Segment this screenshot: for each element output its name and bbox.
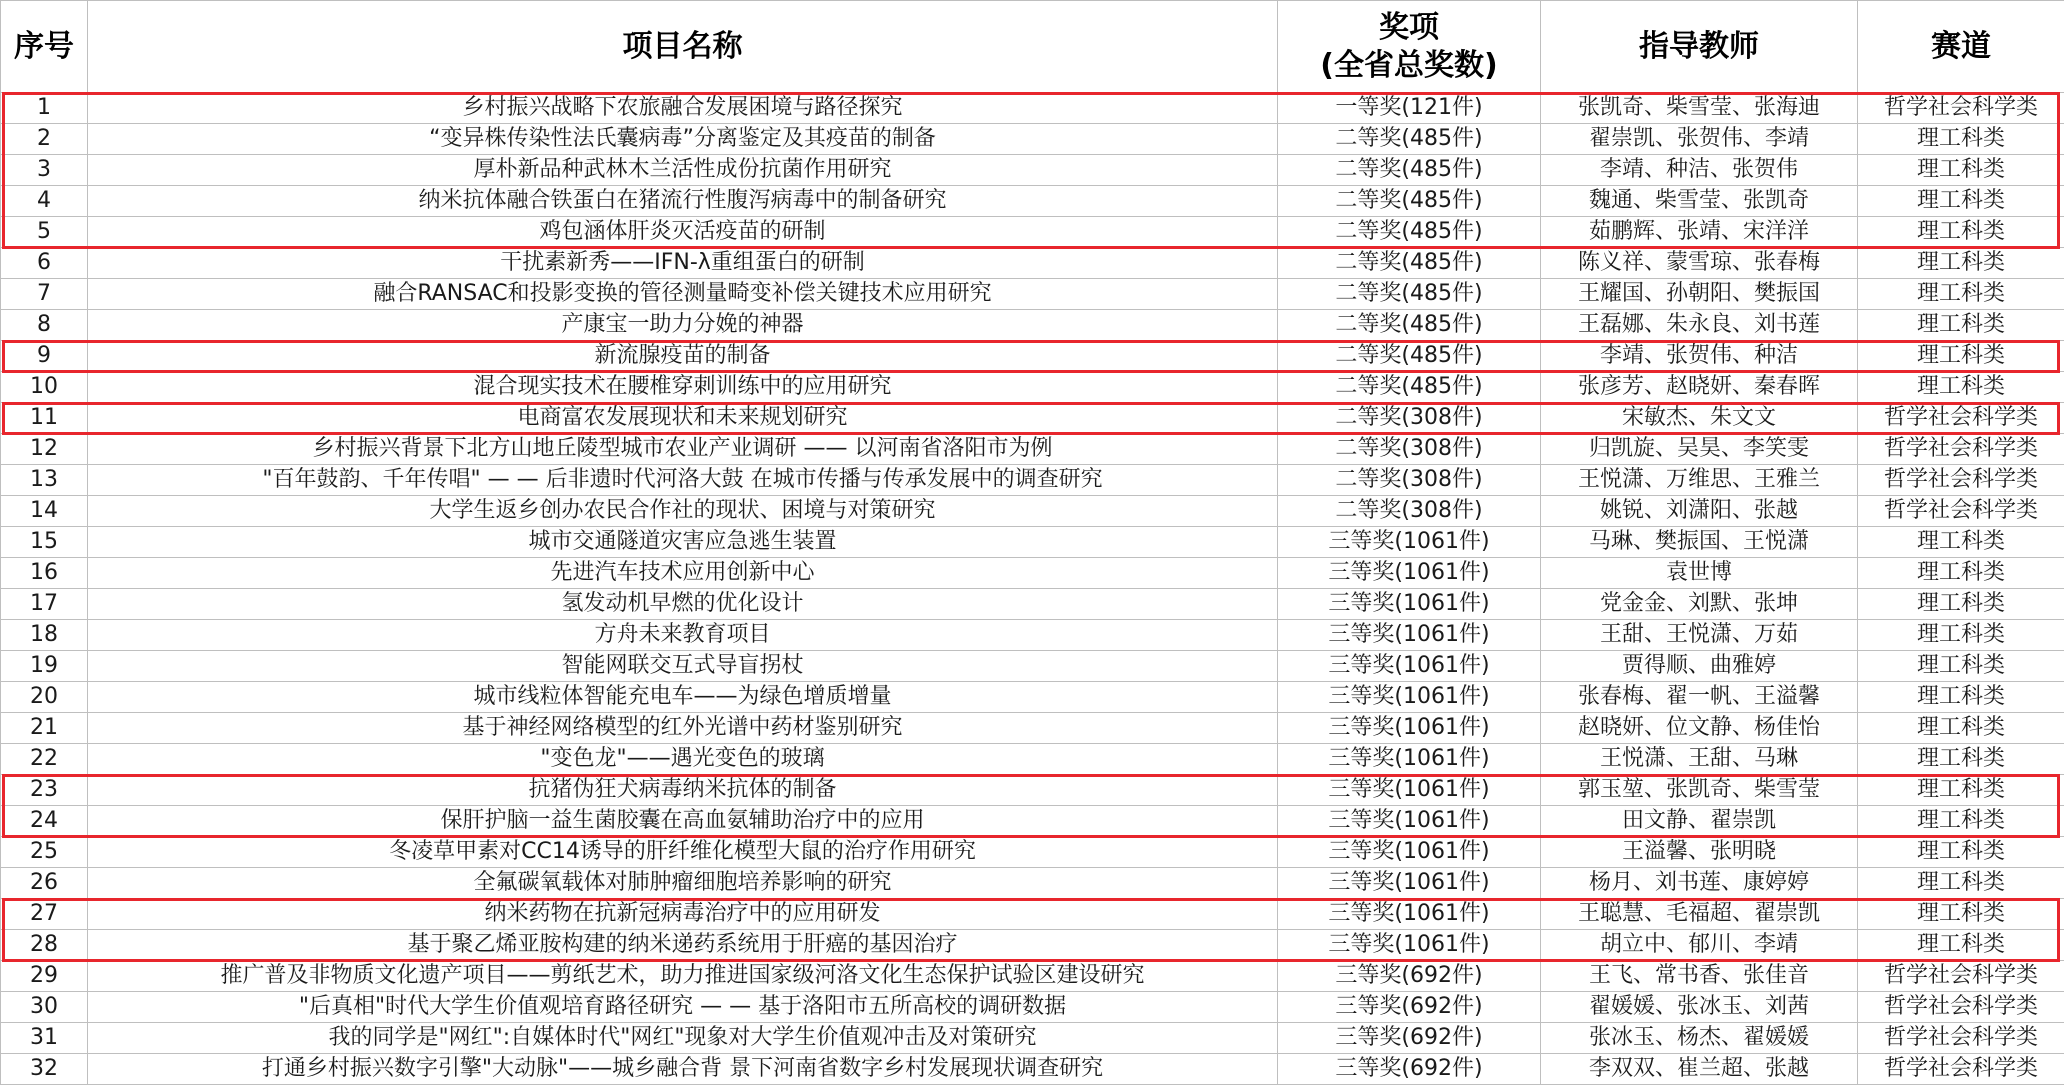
cell-project-name[interactable]: 厚朴新品种武林木兰活性成份抗菌作用研究 [88, 155, 1278, 186]
cell-index[interactable]: 7 [1, 279, 88, 310]
cell-index[interactable]: 26 [1, 868, 88, 899]
table-row[interactable] [1, 124, 2064, 155]
cell-teachers[interactable]: 王溢馨、张明晓 [1541, 837, 1858, 868]
header-index: 序号 [1, 1, 88, 93]
cell-track[interactable]: 理工科类 [1858, 186, 2064, 217]
cell-teachers[interactable]: 赵晓妍、位文静、杨佳怡 [1541, 713, 1858, 744]
table-row[interactable] [1, 186, 2064, 217]
cell-award[interactable]: 三等奖(1061件) [1278, 744, 1541, 775]
cell-track[interactable]: 哲学社会科学类 [1858, 465, 2064, 496]
table-row[interactable] [1, 961, 2064, 992]
table-row[interactable] [1, 589, 2064, 620]
cell-award[interactable]: 二等奖(308件) [1278, 496, 1541, 527]
cell-index[interactable]: 32 [1, 1054, 88, 1085]
cell-project-name[interactable]: 乡村振兴背景下北方山地丘陵型城市农业产业调研 —— 以河南省洛阳市为例 [88, 434, 1278, 465]
cell-project-name[interactable]: 智能网联交互式导盲拐杖 [88, 651, 1278, 682]
cell-teachers[interactable]: 贾得顺、曲雅婷 [1541, 651, 1858, 682]
cell-index[interactable]: 3 [1, 155, 88, 186]
cell-track[interactable]: 理工科类 [1858, 620, 2064, 651]
table-row[interactable] [1, 155, 2064, 186]
cell-award[interactable]: 三等奖(1061件) [1278, 620, 1541, 651]
cell-index[interactable]: 29 [1, 961, 88, 992]
cell-track[interactable]: 理工科类 [1858, 124, 2064, 155]
cell-track[interactable]: 理工科类 [1858, 341, 2064, 372]
table-row[interactable] [1, 372, 2064, 403]
cell-track[interactable]: 理工科类 [1858, 868, 2064, 899]
cell-award[interactable]: 三等奖(692件) [1278, 1023, 1541, 1054]
cell-track[interactable]: 理工科类 [1858, 310, 2064, 341]
cell-index[interactable]: 12 [1, 434, 88, 465]
cell-teachers[interactable]: 姚锐、刘潇阳、张越 [1541, 496, 1858, 527]
cell-index[interactable]: 6 [1, 248, 88, 279]
cell-award[interactable]: 三等奖(692件) [1278, 1054, 1541, 1085]
table-row[interactable] [1, 899, 2064, 930]
cell-award[interactable]: 三等奖(692件) [1278, 961, 1541, 992]
cell-teachers[interactable]: 张冰玉、杨杰、翟媛媛 [1541, 1023, 1858, 1054]
cell-teachers[interactable]: 李双双、崔兰超、张越 [1541, 1054, 1858, 1085]
cell-teachers[interactable]: 李靖、种洁、张贺伟 [1541, 155, 1858, 186]
cell-teachers[interactable]: 胡立中、郁川、李靖 [1541, 930, 1858, 961]
cell-award[interactable]: 三等奖(1061件) [1278, 868, 1541, 899]
header-award-line1: 奖项 [1379, 9, 1439, 45]
cell-teachers[interactable]: 王悦潇、王甜、马琳 [1541, 744, 1858, 775]
cell-teachers[interactable]: 杨月、刘书莲、康婷婷 [1541, 868, 1858, 899]
cell-track[interactable]: 理工科类 [1858, 279, 2064, 310]
cell-award[interactable]: 三等奖(1061件) [1278, 930, 1541, 961]
table-row[interactable] [1, 341, 2064, 372]
table-body [1, 93, 2064, 1085]
table-row[interactable] [1, 744, 2064, 775]
cell-index[interactable]: 19 [1, 651, 88, 682]
table-row[interactable] [1, 93, 2064, 124]
cell-project-name[interactable]: 纳米抗体融合铁蛋白在猪流行性腹泻病毒中的制备研究 [88, 186, 1278, 217]
table-row[interactable] [1, 434, 2064, 465]
cell-track[interactable]: 哲学社会科学类 [1858, 434, 2064, 465]
cell-project-name[interactable]: 先进汽车技术应用创新中心 [88, 558, 1278, 589]
cell-index[interactable]: 23 [1, 775, 88, 806]
cell-track[interactable]: 理工科类 [1858, 930, 2064, 961]
cell-award[interactable]: 二等奖(485件) [1278, 155, 1541, 186]
cell-track[interactable]: 理工科类 [1858, 155, 2064, 186]
cell-index[interactable]: 15 [1, 527, 88, 558]
cell-award[interactable]: 二等奖(485件) [1278, 310, 1541, 341]
cell-track[interactable]: 理工科类 [1858, 558, 2064, 589]
cell-project-name[interactable]: 基于神经网络模型的红外光谱中药材鉴别研究 [88, 713, 1278, 744]
cell-teachers[interactable]: 陈义祥、蒙雪琼、张春梅 [1541, 248, 1858, 279]
table-row[interactable] [1, 217, 2064, 248]
cell-track[interactable]: 哲学社会科学类 [1858, 1054, 2064, 1085]
cell-project-name[interactable]: 大学生返乡创办农民合作社的现状、困境与对策研究 [88, 496, 1278, 527]
cell-award[interactable]: 二等奖(485件) [1278, 341, 1541, 372]
table-row[interactable] [1, 279, 2064, 310]
cell-project-name[interactable]: 全氟碳氧载体对肺肿瘤细胞培养影响的研究 [88, 868, 1278, 899]
cell-index[interactable]: 14 [1, 496, 88, 527]
cell-award[interactable]: 三等奖(1061件) [1278, 899, 1541, 930]
cell-teachers[interactable]: 翟崇凯、张贺伟、李靖 [1541, 124, 1858, 155]
cell-teachers[interactable]: 王飞、常书香、张佳音 [1541, 961, 1858, 992]
table-row[interactable] [1, 1054, 2064, 1085]
cell-index[interactable]: 22 [1, 744, 88, 775]
cell-track[interactable]: 哲学社会科学类 [1858, 992, 2064, 1023]
table-row[interactable] [1, 465, 2064, 496]
cell-track[interactable]: 哲学社会科学类 [1858, 496, 2064, 527]
header-teachers: 指导教师 [1541, 1, 1858, 93]
cell-teachers[interactable]: 李靖、张贺伟、种洁 [1541, 341, 1858, 372]
table-row[interactable] [1, 496, 2064, 527]
cell-index[interactable]: 24 [1, 806, 88, 837]
cell-project-name[interactable]: 城市线粒体智能充电车——为绿色增质增量 [88, 682, 1278, 713]
cell-project-name[interactable]: 新流腺疫苗的制备 [88, 341, 1278, 372]
cell-track[interactable]: 理工科类 [1858, 217, 2064, 248]
cell-index[interactable]: 2 [1, 124, 88, 155]
cell-project-name[interactable]: 基于聚乙烯亚胺构建的纳米递药系统用于肝癌的基因治疗 [88, 930, 1278, 961]
cell-track[interactable]: 理工科类 [1858, 682, 2064, 713]
table-row[interactable] [1, 310, 2064, 341]
cell-track[interactable]: 理工科类 [1858, 899, 2064, 930]
cell-index[interactable]: 8 [1, 310, 88, 341]
cell-project-name[interactable]: "百年鼓韵、千年传唱" — — 后非遗时代河洛大鼓 在城市传播与传承发展中的调查研究 [88, 465, 1278, 496]
cell-index[interactable]: 27 [1, 899, 88, 930]
cell-award[interactable]: 二等奖(485件) [1278, 279, 1541, 310]
cell-index[interactable]: 16 [1, 558, 88, 589]
cell-track[interactable]: 理工科类 [1858, 775, 2064, 806]
cell-index[interactable]: 30 [1, 992, 88, 1023]
cell-index[interactable]: 9 [1, 341, 88, 372]
cell-index[interactable]: 21 [1, 713, 88, 744]
cell-project-name[interactable]: 推广普及非物质文化遗产项目——剪纸艺术，助力推进国家级河洛文化生态保护试验区建设研究 [88, 961, 1278, 992]
table-row[interactable] [1, 1023, 2064, 1054]
cell-track[interactable]: 哲学社会科学类 [1858, 961, 2064, 992]
cell-track[interactable]: 哲学社会科学类 [1858, 403, 2064, 434]
cell-teachers[interactable]: 田文静、翟崇凯 [1541, 806, 1858, 837]
cell-award[interactable]: 三等奖(1061件) [1278, 806, 1541, 837]
cell-project-name[interactable]: 保肝护脑一益生菌胶囊在高血氨辅助治疗中的应用 [88, 806, 1278, 837]
header-track: 赛道 [1858, 1, 2064, 93]
cell-teachers[interactable]: 张春梅、翟一帆、王溢馨 [1541, 682, 1858, 713]
table-row[interactable] [1, 558, 2064, 589]
header-row [1, 1, 2064, 93]
cell-teachers[interactable]: 王悦潇、万维思、王雅兰 [1541, 465, 1858, 496]
table-row[interactable] [1, 248, 2064, 279]
cell-award[interactable]: 一等奖(121件) [1278, 93, 1541, 124]
cell-track[interactable]: 理工科类 [1858, 372, 2064, 403]
table-row[interactable] [1, 620, 2064, 651]
header-project-name: 项目名称 [88, 1, 1278, 93]
cell-award[interactable]: 二等奖(308件) [1278, 403, 1541, 434]
cell-project-name[interactable]: “变异株传染性法氏囊病毒”分离鉴定及其疫苗的制备 [88, 124, 1278, 155]
cell-index[interactable]: 4 [1, 186, 88, 217]
cell-project-name[interactable]: "变色龙"——遇光变色的玻璃 [88, 744, 1278, 775]
cell-project-name[interactable]: 电商富农发展现状和未来规划研究 [88, 403, 1278, 434]
cell-award[interactable]: 三等奖(1061件) [1278, 837, 1541, 868]
cell-track[interactable]: 理工科类 [1858, 248, 2064, 279]
cell-award[interactable]: 二等奖(308件) [1278, 434, 1541, 465]
cell-award[interactable]: 二等奖(485件) [1278, 124, 1541, 155]
cell-award[interactable]: 三等奖(692件) [1278, 992, 1541, 1023]
cell-track[interactable]: 理工科类 [1858, 713, 2064, 744]
cell-award[interactable]: 二等奖(485件) [1278, 217, 1541, 248]
cell-teachers[interactable]: 宋敏杰、朱文文 [1541, 403, 1858, 434]
cell-teachers[interactable]: 魏通、柴雪莹、张凯奇 [1541, 186, 1858, 217]
cell-project-name[interactable]: 干扰素新秀——IFN-λ重组蛋白的研制 [88, 248, 1278, 279]
cell-award[interactable]: 三等奖(1061件) [1278, 651, 1541, 682]
header-award-line2: (全省总奖数) [1320, 47, 1498, 83]
cell-project-name[interactable]: "后真相"时代大学生价值观培育路径研究 — — 基于洛阳市五所高校的调研数据 [88, 992, 1278, 1023]
cell-track[interactable]: 理工科类 [1858, 806, 2064, 837]
table-row[interactable] [1, 682, 2064, 713]
cell-teachers[interactable]: 茹鹏辉、张靖、宋洋洋 [1541, 217, 1858, 248]
cell-track[interactable]: 哲学社会科学类 [1858, 1023, 2064, 1054]
cell-index[interactable]: 25 [1, 837, 88, 868]
cell-track[interactable]: 理工科类 [1858, 651, 2064, 682]
cell-track[interactable]: 哲学社会科学类 [1858, 93, 2064, 124]
cell-award[interactable]: 二等奖(485件) [1278, 372, 1541, 403]
cell-index[interactable]: 13 [1, 465, 88, 496]
cell-award[interactable]: 三等奖(1061件) [1278, 558, 1541, 589]
cell-teachers[interactable]: 袁世博 [1541, 558, 1858, 589]
cell-project-name[interactable]: 打通乡村振兴数字引擎"大动脉"——城乡融合背 景下河南省数字乡村发展现状调查研究 [88, 1054, 1278, 1085]
cell-index[interactable]: 28 [1, 930, 88, 961]
cell-project-name[interactable]: 氢发动机早燃的优化设计 [88, 589, 1278, 620]
cell-teachers[interactable]: 郭玉堃、张凯奇、柴雪莹 [1541, 775, 1858, 806]
cell-project-name[interactable]: 城市交通隧道灾害应急逃生装置 [88, 527, 1278, 558]
cell-project-name[interactable]: 方舟未来教育项目 [88, 620, 1278, 651]
cell-track[interactable]: 理工科类 [1858, 589, 2064, 620]
cell-project-name[interactable]: 产康宝一助力分娩的神器 [88, 310, 1278, 341]
cell-project-name[interactable]: 抗猪伪狂犬病毒纳米抗体的制备 [88, 775, 1278, 806]
cell-award[interactable]: 二等奖(485件) [1278, 186, 1541, 217]
cell-index[interactable]: 31 [1, 1023, 88, 1054]
cell-teachers[interactable]: 马琳、樊振国、王悦潇 [1541, 527, 1858, 558]
cell-teachers[interactable]: 归凯旋、吴昊、李笑雯 [1541, 434, 1858, 465]
cell-index[interactable]: 17 [1, 589, 88, 620]
cell-teachers[interactable]: 王磊娜、朱永良、刘书莲 [1541, 310, 1858, 341]
cell-index[interactable]: 10 [1, 372, 88, 403]
cell-project-name[interactable]: 我的同学是"网红":自媒体时代"网红"现象对大学生价值观冲击及对策研究 [88, 1023, 1278, 1054]
table-row[interactable] [1, 930, 2064, 961]
cell-award[interactable]: 三等奖(1061件) [1278, 589, 1541, 620]
cell-index[interactable]: 11 [1, 403, 88, 434]
cell-project-name[interactable]: 乡村振兴战略下农旅融合发展困境与路径探究 [88, 93, 1278, 124]
table-row[interactable] [1, 403, 2064, 434]
cell-teachers[interactable]: 王甜、王悦潇、万茹 [1541, 620, 1858, 651]
cell-teachers[interactable]: 党金金、刘默、张坤 [1541, 589, 1858, 620]
cell-track[interactable]: 理工科类 [1858, 744, 2064, 775]
cell-teachers[interactable]: 翟媛媛、张冰玉、刘茜 [1541, 992, 1858, 1023]
cell-award[interactable]: 二等奖(485件) [1278, 248, 1541, 279]
cell-project-name[interactable]: 融合RANSAC和投影变换的管径测量畸变补偿关键技术应用研究 [88, 279, 1278, 310]
cell-teachers[interactable]: 王耀国、孙朝阳、樊振国 [1541, 279, 1858, 310]
table-row[interactable] [1, 837, 2064, 868]
cell-award[interactable]: 三等奖(1061件) [1278, 527, 1541, 558]
cell-teachers[interactable]: 张彦芳、赵晓妍、秦春晖 [1541, 372, 1858, 403]
table-row[interactable] [1, 527, 2064, 558]
table-row[interactable] [1, 868, 2064, 899]
table-row[interactable] [1, 775, 2064, 806]
cell-award[interactable]: 三等奖(1061件) [1278, 682, 1541, 713]
table-row[interactable] [1, 651, 2064, 682]
table-row[interactable] [1, 713, 2064, 744]
cell-track[interactable]: 理工科类 [1858, 837, 2064, 868]
cell-track[interactable]: 理工科类 [1858, 527, 2064, 558]
header-award [1278, 1, 1541, 93]
table-row[interactable] [1, 992, 2064, 1023]
cell-index[interactable]: 18 [1, 620, 88, 651]
cell-project-name[interactable]: 冬凌草甲素对CC14诱导的肝纤维化模型大鼠的治疗作用研究 [88, 837, 1278, 868]
cell-index[interactable]: 5 [1, 217, 88, 248]
cell-teachers[interactable]: 王聪慧、毛福超、翟崇凯 [1541, 899, 1858, 930]
cell-index[interactable]: 1 [1, 93, 88, 124]
cell-project-name[interactable]: 混合现实技术在腰椎穿刺训练中的应用研究 [88, 372, 1278, 403]
table-row[interactable] [1, 806, 2064, 837]
cell-project-name[interactable]: 纳米药物在抗新冠病毒治疗中的应用研发 [88, 899, 1278, 930]
cell-index[interactable]: 20 [1, 682, 88, 713]
cell-award[interactable]: 二等奖(308件) [1278, 465, 1541, 496]
cell-award[interactable]: 三等奖(1061件) [1278, 775, 1541, 806]
cell-teachers[interactable]: 张凯奇、柴雪莹、张海迪 [1541, 93, 1858, 124]
cell-project-name[interactable]: 鸡包涵体肝炎灭活疫苗的研制 [88, 217, 1278, 248]
cell-award[interactable]: 三等奖(1061件) [1278, 713, 1541, 744]
